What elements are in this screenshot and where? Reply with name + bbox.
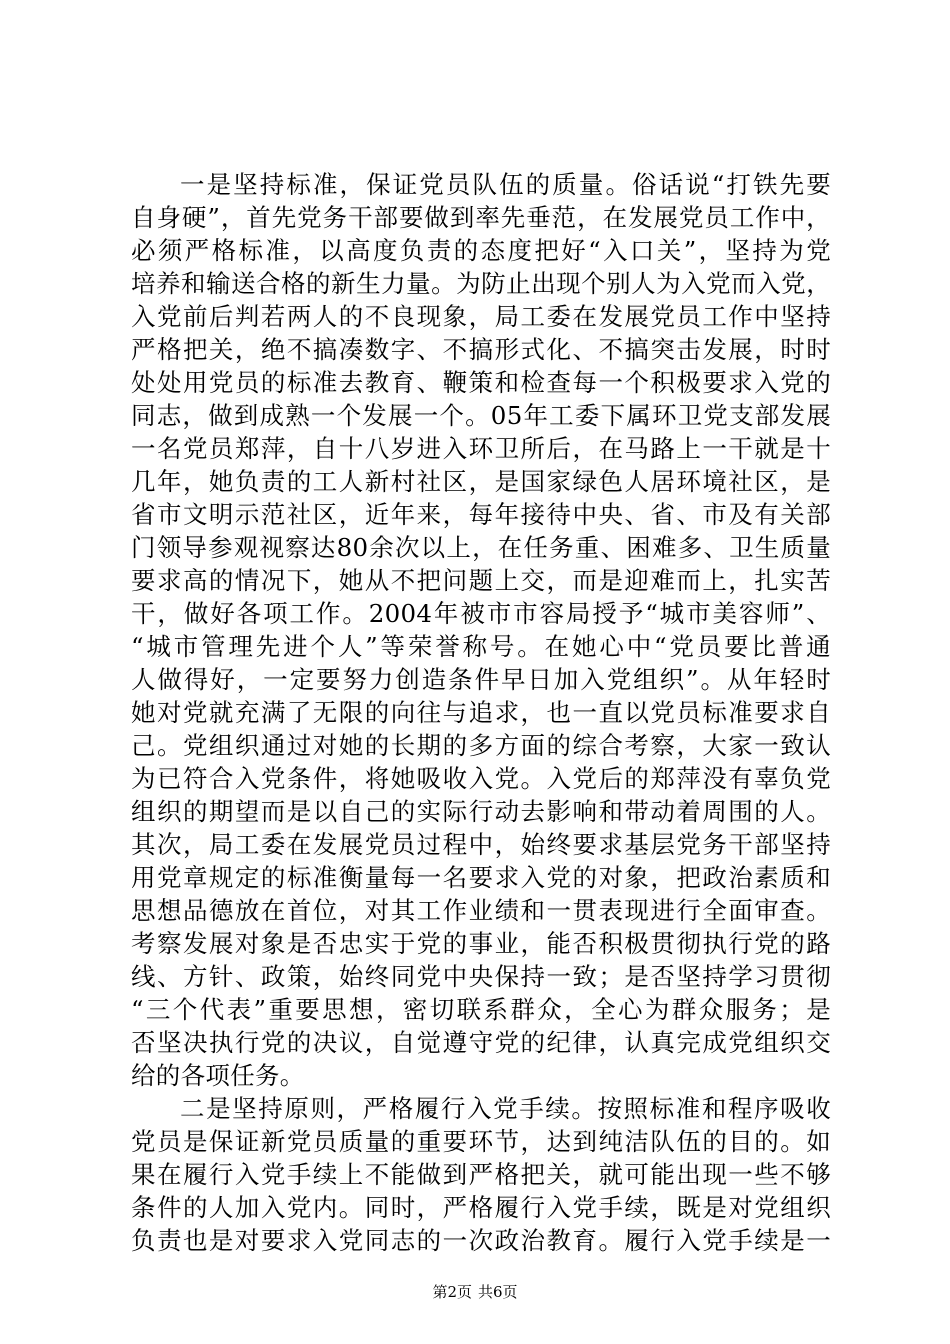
document-body [131,168,831,1257]
text-line: 人做得好，一定要努力创造条件早日加入党组织”。从年轻时 [131,665,831,694]
text-line: 否坚决执行党的决议，自觉遵守党的纪律，认真完成党组织交 [131,1028,831,1057]
text-line: 一是坚持标准，保证党员队伍的质量。俗话说“打铁先要 [180,170,831,199]
page-number: 第2页 [432,1283,472,1301]
text-line: 几年，她负责的工人新村社区，是国家绿色人居环境社区，是 [131,467,831,496]
text-line: 同志，做到成熟一个发展一个。05年工委下属环卫党支部发展 [131,401,831,430]
page-total: 共6页 [478,1283,518,1301]
text-line: 考察发展对象是否忠实于党的事业，能否积极贯彻执行党的路 [131,929,831,958]
text-line: 一名党员郑萍，自十八岁进入环卫所后，在马路上一干就是十 [131,434,831,463]
text-line: 己。党组织通过对她的长期的多方面的综合考察，大家一致认 [131,731,831,760]
text-line: 入党前后判若两人的不良现象，局工委在发展党员工作中坚持 [131,302,831,331]
page-footer [0,1282,950,1302]
text-line: 条件的人加入党内。同时，严格履行入党手续，既是对党组织 [131,1193,831,1222]
text-line: 严格把关，绝不搞凑数字、不搞形式化、不搞突击发展，时时 [131,335,831,364]
text-line: 线、方针、政策，始终同党中央保持一致；是否坚持学习贯彻 [131,962,831,991]
text-line: 门领导参观视察达80余次以上，在任务重、困难多、卫生质量 [131,533,831,562]
text-line: 培养和输送合格的新生力量。为防止出现个别人为入党而入党， [131,269,831,298]
text-line: 省市文明示范社区，近年来，每年接待中央、省、市及有关部 [131,500,831,529]
text-line: “三个代表”重要思想，密切联系群众，全心为群众服务；是 [131,995,831,1024]
text-line: 干，做好各项工作。2004年被市市容局授予“城市美容师”、 [131,599,831,628]
text-line: 为已符合入党条件，将她吸收入党。入党后的郑萍没有辜负党 [131,764,831,793]
text-line: 负责也是对要求入党同志的一次政治教育。履行入党手续是一 [131,1226,831,1255]
text-line: 用党章规定的标准衡量每一名要求入党的对象，把政治素质和 [131,863,831,892]
text-line: 二是坚持原则，严格履行入党手续。按照标准和程序吸收 [180,1094,831,1123]
text-line: 思想品德放在首位，对其工作业绩和一贯表现进行全面审查。 [131,896,831,925]
text-line: 要求高的情况下，她从不把问题上交，而是迎难而上，扎实苦 [131,566,831,595]
text-line: “城市管理先进个人”等荣誉称号。在她心中“党员要比普通 [131,632,831,661]
text-line: 给的各项任务。 [131,1061,305,1090]
text-line: 自身硬”，首先党务干部要做到率先垂范，在发展党员工作中， [131,203,831,232]
text-line: 她对党就充满了无限的向往与追求，也一直以党员标准要求自 [131,698,831,727]
text-line: 党员是保证新党员质量的重要环节，达到纯洁队伍的目的。如 [131,1127,831,1156]
text-line: 处处用党员的标准去教育、鞭策和检查每一个积极要求入党的 [131,368,831,397]
text-line: 必须严格标准，以高度负责的态度把好“入口关”，坚持为党 [131,236,831,265]
text-line: 其次，局工委在发展党员过程中，始终要求基层党务干部坚持 [131,830,831,859]
text-line: 组织的期望而是以自己的实际行动去影响和带动着周围的人。 [131,797,831,826]
text-line: 果在履行入党手续上不能做到严格把关，就可能出现一些不够 [131,1160,831,1189]
